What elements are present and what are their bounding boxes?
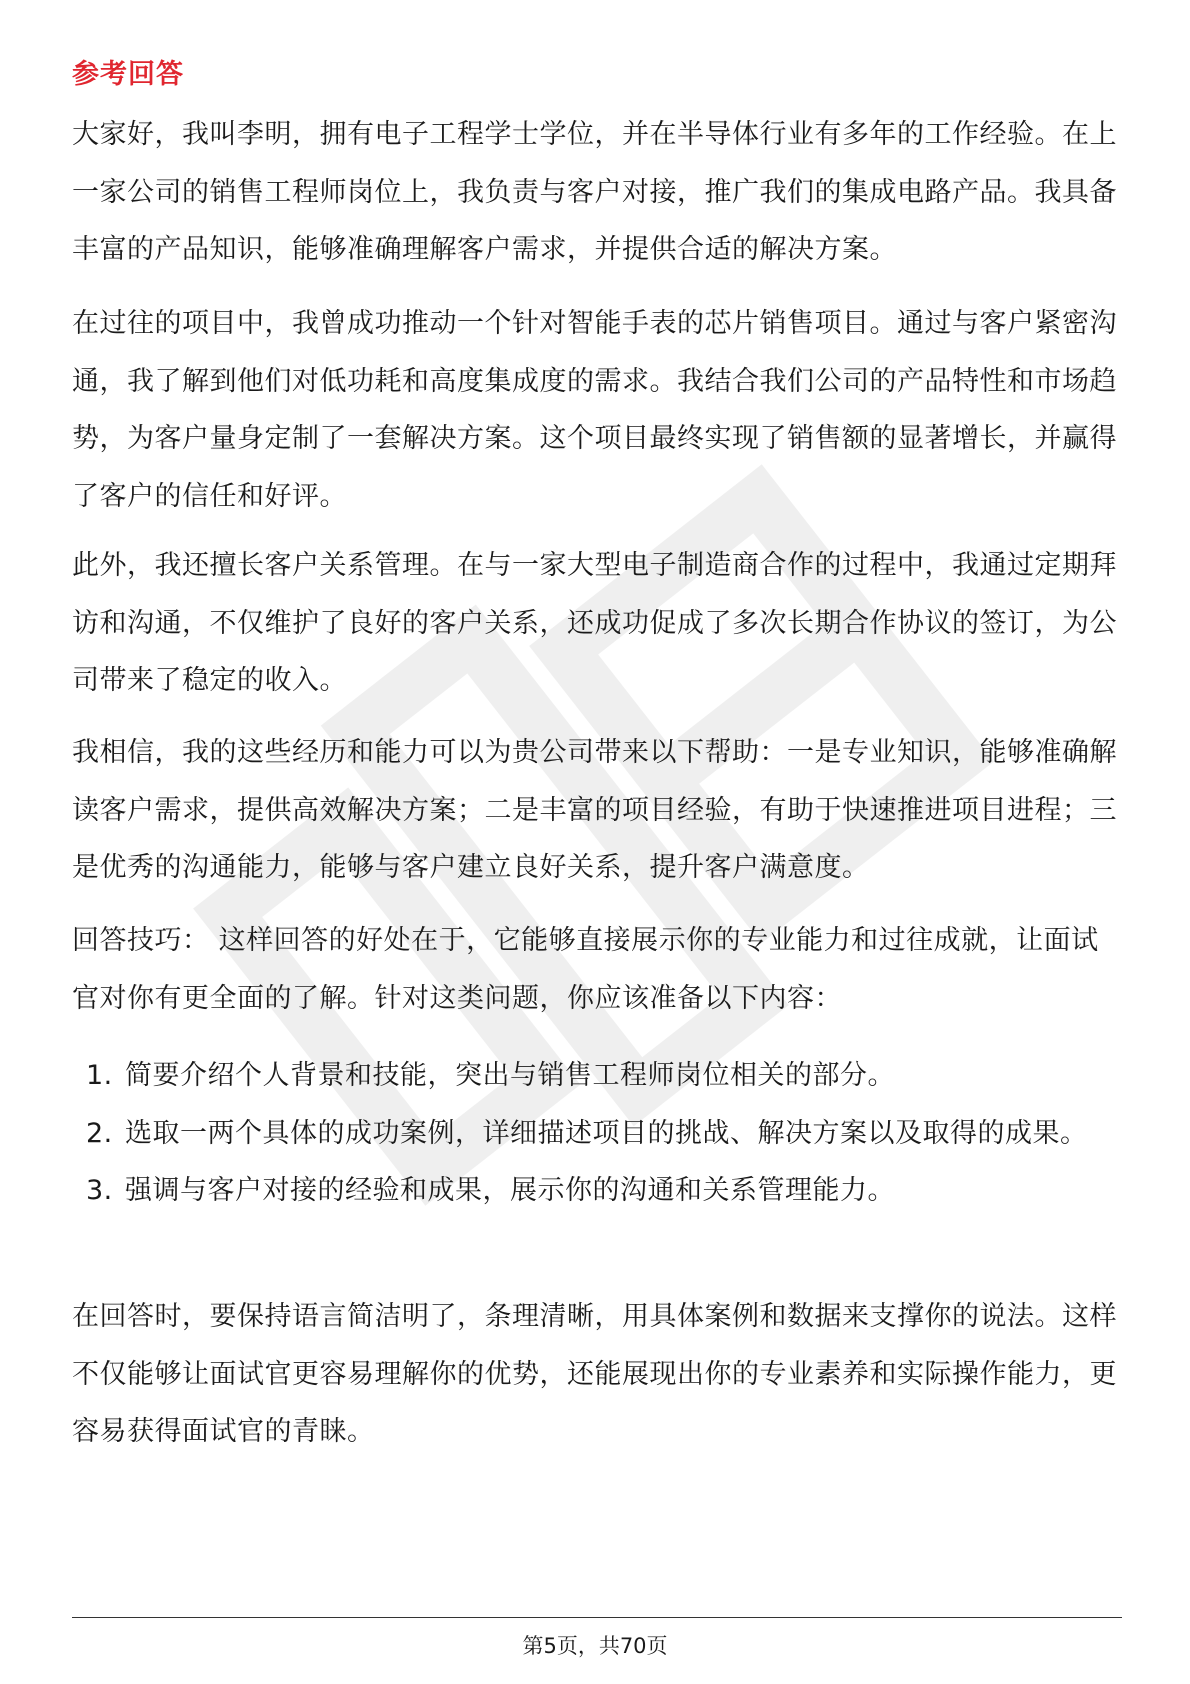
paragraph-tips: 回答技巧： 这样回答的好处在于，它能够直接展示你的专业能力和过往成就，让面试官对你有更全面的了解。针对这类问题，你应该准备以下内容： — [72, 925, 1099, 1014]
section-heading: 参考回答 — [72, 59, 184, 90]
list-item — [72, 1105, 1122, 1163]
paragraph-relationship: 此外，我还擅长客户关系管理。在与一家大型电子制造商合作的过程中，我通过定期拜访和沟通，不仅维护了良好的客户关系，还成功促成了多次长期合作协议的签订，为公司带来了稳定的收入。 — [72, 550, 1117, 696]
footer-divider — [72, 1617, 1122, 1618]
page-number: 第5页，共70页 — [522, 1634, 668, 1658]
paragraph-benefits: 我相信，我的这些经历和能力可以为贵公司带来以下帮助：一是专业知识，能够准确解读客户需求，提供高效解决方案；二是丰富的项目经验，有助于快速推进项目进程；三是优秀的沟通能力，能够与客户建立良好关系，提升客户满意度。 — [72, 737, 1117, 883]
list-number: 2. — [86, 1117, 113, 1149]
list-number: 1. — [86, 1060, 113, 1091]
list-number: 3. — [86, 1175, 113, 1206]
tips-list — [72, 1047, 1122, 1220]
list-item-text: 简要介绍个人背景和技能，突出与销售工程师岗位相关的部分。 — [125, 1060, 895, 1091]
list-item — [72, 1162, 1122, 1220]
list-item-text: 选取一两个具体的成功案例，详细描述项目的挑战、解决方案以及取得的成果。 — [125, 1117, 1088, 1149]
list-item-text: 强调与客户对接的经验和成果，展示你的沟通和关系管理能力。 — [125, 1175, 895, 1206]
paragraph-intro: 大家好，我叫李明，拥有电子工程学士学位，并在半导体行业有多年的工作经验。在上一家公司的销售工程师岗位上，我负责与客户对接，推广我们的集成电路产品。我具备丰富的产品知识，能够准确理解客户需求，并提供合适的解决方案。 — [72, 119, 1117, 265]
paragraph-project: 在过往的项目中，我曾成功推动一个针对智能手表的芯片销售项目。通过与客户紧密沟通，我了解到他们对低功耗和高度集成度的需求。我结合我们公司的产品特性和市场趋势，为客户量身定制了一套解决方案。这个项目最终实现了销售额的显著增长，并赢得了客户的信任和好评。 — [72, 308, 1117, 512]
paragraph-closing: 在回答时，要保持语言简洁明了，条理清晰，用具体案例和数据来支撑你的说法。这样不仅能够让面试官更容易理解你的优势，还能展现出你的专业素养和实际操作能力，更容易获得面试官的青睐。 — [72, 1301, 1117, 1447]
list-item — [72, 1047, 1122, 1105]
